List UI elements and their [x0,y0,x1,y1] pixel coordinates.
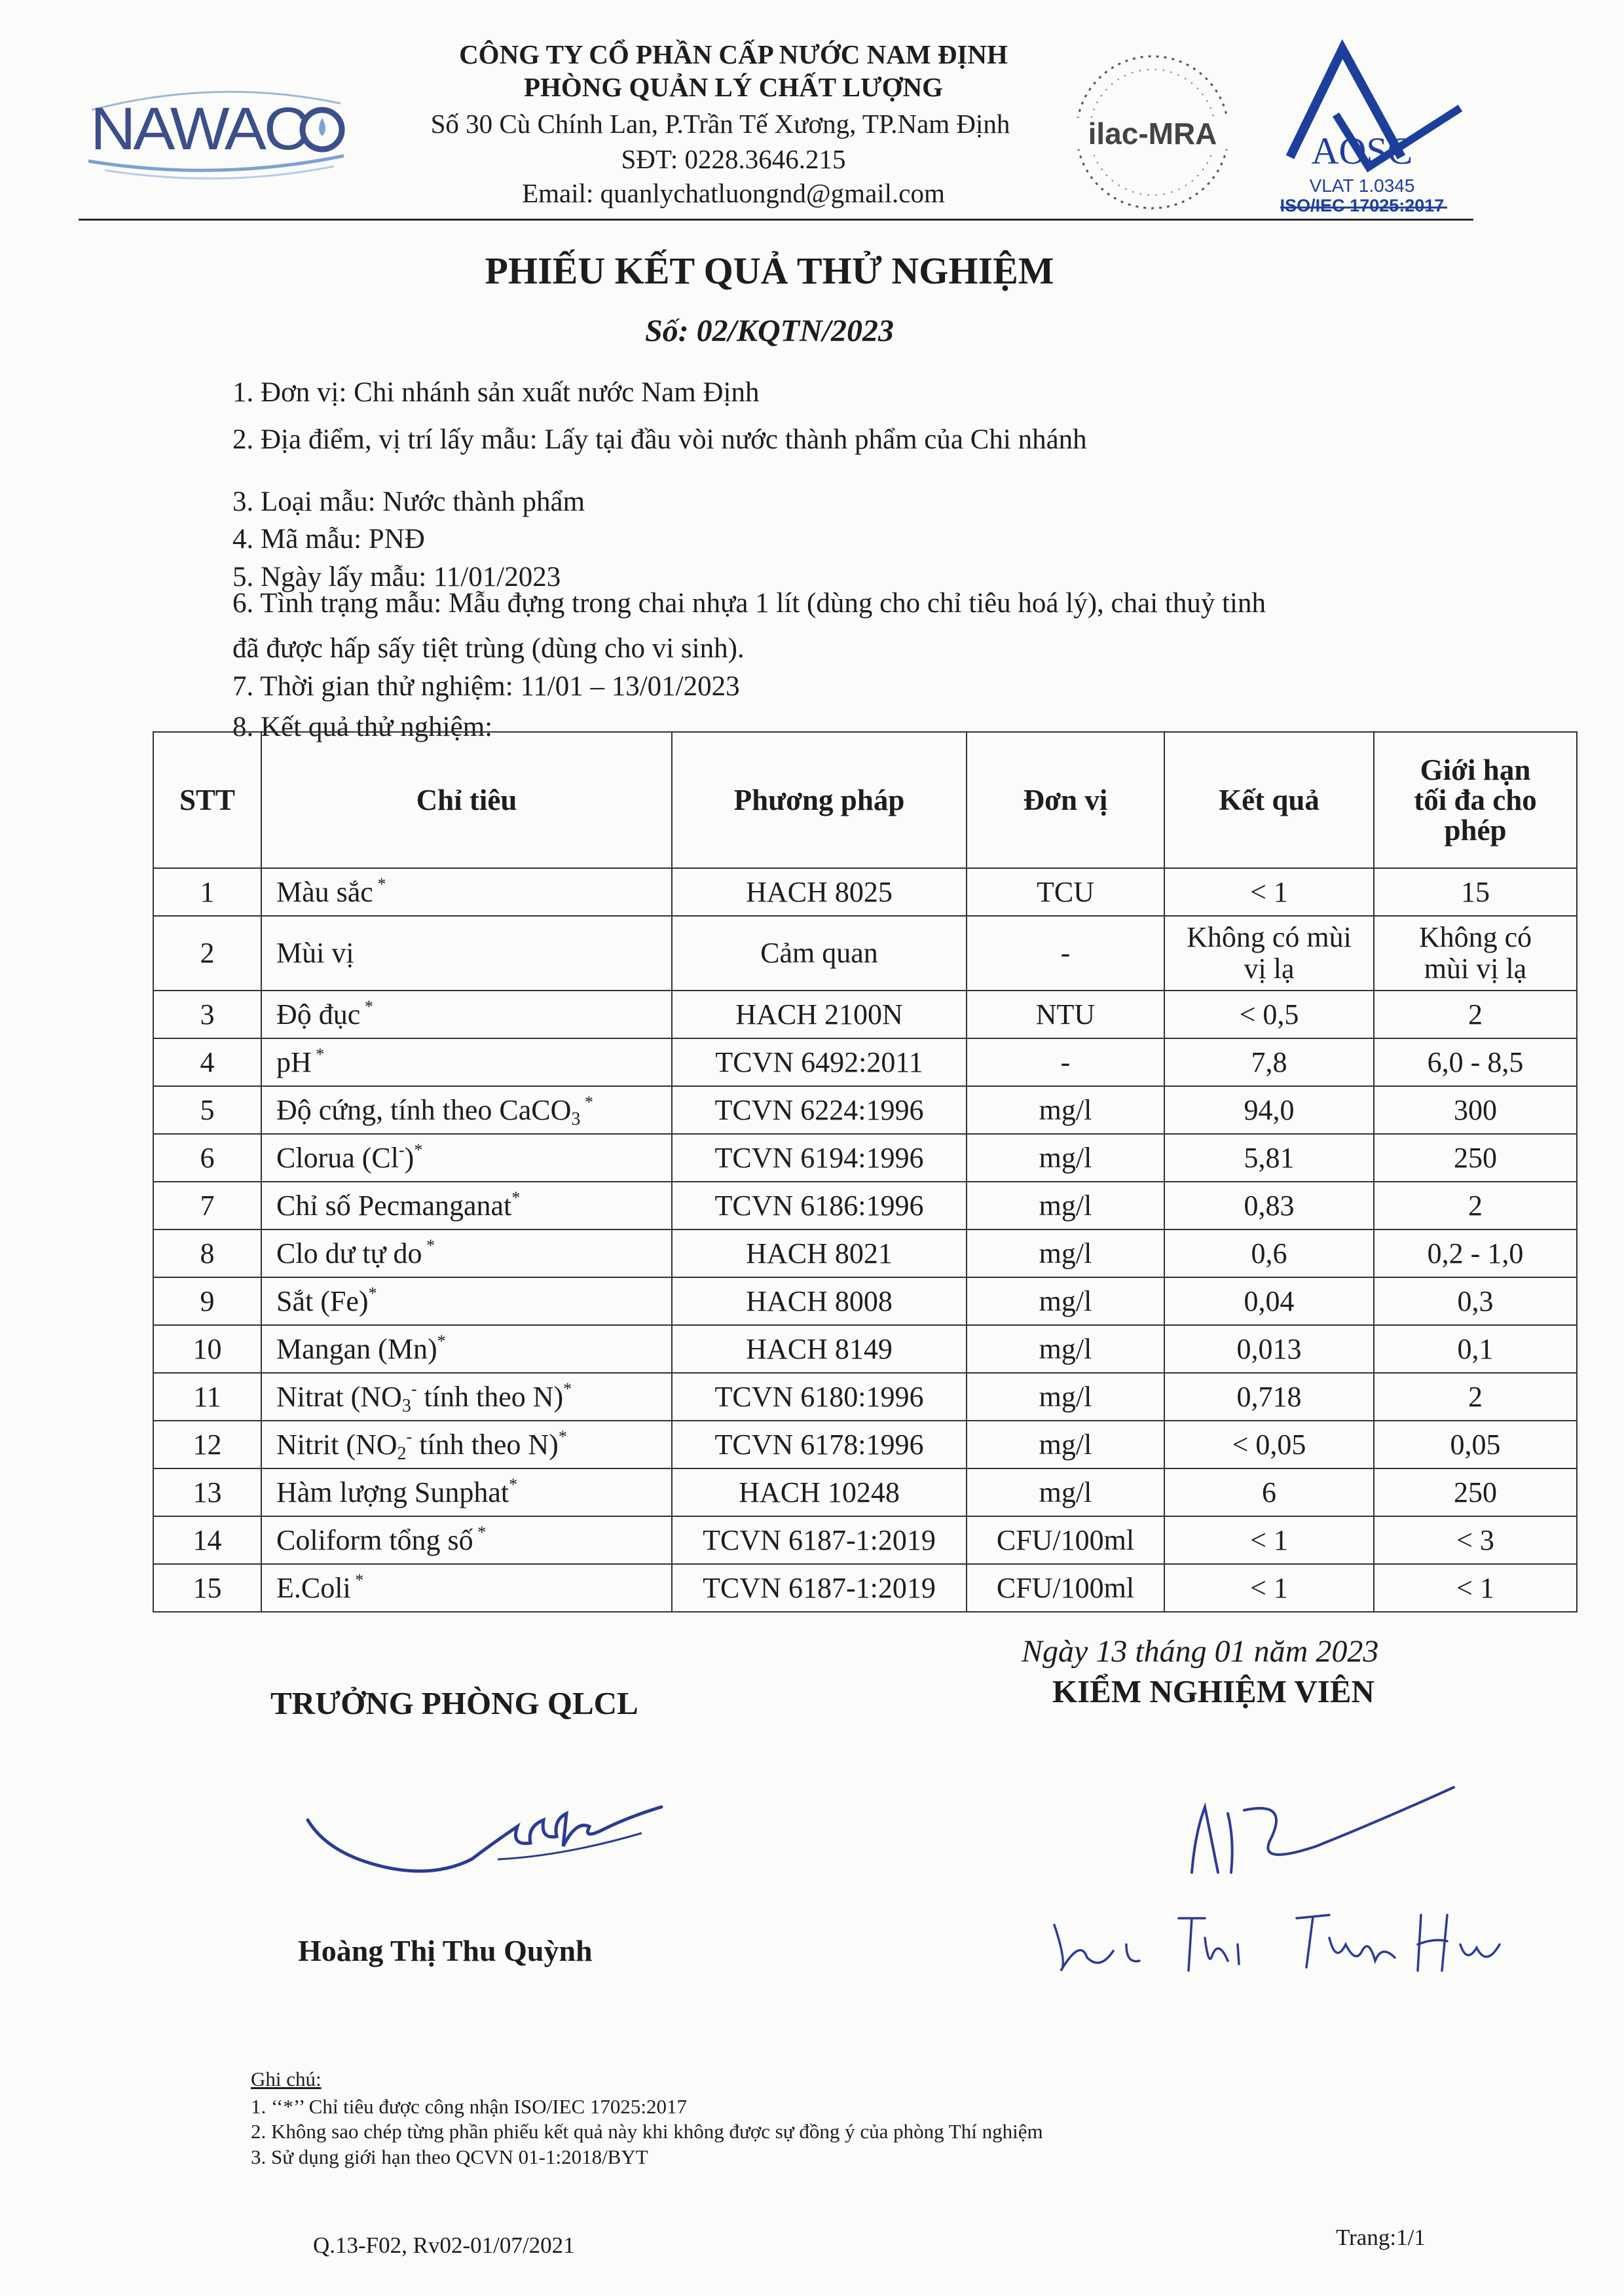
cell-param: Hàm lượng Sunphat* [261,1468,672,1516]
col-limit-line1: Giới hạn [1420,754,1531,786]
cell-method: TCVN 6224:1996 [672,1086,967,1134]
cell-unit: - [967,916,1164,991]
cell-limit: < 3 [1374,1516,1577,1564]
cell-method: HACH 8025 [672,868,967,916]
col-result: Kết quả [1164,732,1374,868]
right-signature [1166,1774,1467,1899]
cell-result: 0,6 [1164,1230,1374,1277]
table-row [153,1421,1577,1468]
table-row [153,1277,1577,1325]
note-2: 2. Không sao chép từng phần phiếu kết quả này khi không được sự đồng ý của phòng Thí nghiệm [251,2120,1043,2143]
table-row [153,1564,1577,1612]
cell-unit: NTU [967,991,1164,1038]
table-row [153,916,1577,991]
note-1: 1. ‘‘*’’ Chỉ tiêu được công nhận ISO/IEC 17025:2017 [251,2095,688,2118]
cell-stt: 9 [153,1277,261,1325]
document-number: Số: 02/KQTN/2023 [644,314,894,348]
cell-param: Mùi vị [261,916,672,991]
cell-stt: 6 [153,1134,261,1182]
cell-result: 94,0 [1164,1086,1374,1134]
ilac-logo-text: ilac-MRA [1088,117,1217,151]
cell-method: Cảm quan [672,916,967,991]
form-code: Q.13-F02, Rv02-01/07/2021 [313,2232,575,2258]
cell-param: Sắt (Fe)* [261,1277,672,1325]
cell-limit: 250 [1374,1468,1577,1516]
svg-text:NAWAC: NAWAC [90,96,307,162]
col-unit: Đơn vị [967,732,1164,868]
cell-unit: - [967,1038,1164,1086]
cell-method: TCVN 6186:1996 [672,1182,967,1230]
cell-method: TCVN 6492:2011 [672,1038,967,1086]
right-signer-role: KIỂM NGHIỆM VIÊN [1052,1673,1375,1709]
info-test-time: 7. Thời gian thử nghiệm: 11/01 – 13/01/2023 [232,671,740,702]
aosc-code: VLAT 1.0345 [1309,175,1415,196]
cell-limit: 0,1 [1374,1325,1577,1373]
col-param: Chỉ tiêu [261,732,672,868]
cell-stt: 11 [153,1373,261,1421]
header-divider [79,219,1473,221]
left-signer-name: Hoàng Thị Thu Quỳnh [298,1934,593,1967]
cell-result: Không có mùi vị lạ [1164,916,1374,991]
table-row [153,1134,1577,1182]
company-email: Email: quanlychatluongnd@gmail.com [522,178,945,208]
cell-unit: mg/l [967,1421,1164,1468]
cell-limit: 250 [1374,1134,1577,1182]
table-row [153,1373,1577,1421]
cell-method: HACH 8021 [672,1230,967,1277]
notes-heading: Ghi chú: [251,2068,322,2090]
cell-stt: 4 [153,1038,261,1086]
cell-stt: 2 [153,916,261,991]
cell-method: HACH 10248 [672,1468,967,1516]
cell-result: 0,718 [1164,1373,1374,1421]
cell-unit: mg/l [967,1182,1164,1230]
cell-stt: 3 [153,991,261,1038]
cell-param: Màu sắc * [261,868,672,916]
aosc-logo-text: AOSC [1311,130,1413,172]
cell-stt: 13 [153,1468,261,1516]
cell-param: Độ đục * [261,991,672,1038]
cell-param: Clorua (Cl-)* [261,1134,672,1182]
table-header-row [153,732,1577,868]
cell-result: < 1 [1164,868,1374,916]
col-method: Phương pháp [672,732,967,868]
cell-stt: 8 [153,1230,261,1277]
info-unit: 1. Đơn vị: Chi nhánh sản xuất nước Nam Định [232,377,760,408]
info-sample-condition: 6. Tình trạng mẫu: Mẫu đựng trong chai nhựa 1 lít (dùng cho chỉ tiêu hoá lý), chai thuỷ tinh [232,588,1266,619]
ilac-mra-logo [1067,47,1238,217]
cell-result: 0,04 [1164,1277,1374,1325]
cell-method: TCVN 6194:1996 [672,1134,967,1182]
aosc-iso: ISO/IEC 17025:2017 [1280,196,1445,215]
results-table [153,731,1578,1613]
cell-result: 5,81 [1164,1134,1374,1182]
cell-unit: mg/l [967,1230,1164,1277]
col-stt: STT [153,732,261,868]
cell-stt: 1 [153,868,261,916]
table-row [153,868,1577,916]
left-signature [301,1781,668,1892]
cell-stt: 14 [153,1516,261,1564]
cell-result: 0,83 [1164,1182,1374,1230]
cell-result: 0,013 [1164,1325,1374,1373]
company-address: Số 30 Cù Chính Lan, P.Trần Tế Xương, TP.Nam Định [430,109,1010,139]
table-row [153,1086,1577,1134]
company-name: CÔNG TY CỔ PHẦN CẤP NƯỚC NAM ĐỊNH [459,39,1008,69]
signing-date: Ngày 13 tháng 01 năm 2023 [1022,1634,1379,1669]
cell-unit: CFU/100ml [967,1564,1164,1612]
cell-param: Mangan (Mn)* [261,1325,672,1373]
page-number: Trang:1/1 [1336,2225,1426,2250]
company-phone: SĐT: 0228.3646.215 [621,144,846,174]
cell-stt: 5 [153,1086,261,1134]
col-limit-line2: tối đa cho [1414,784,1537,816]
document-title: PHIẾU KẾT QUẢ THỬ NGHIỆM [485,249,1054,292]
cell-result: < 1 [1164,1516,1374,1564]
cell-stt: 15 [153,1564,261,1612]
table-row [153,1516,1577,1564]
department-name: PHÒNG QUẢN LÝ CHẤT LƯỢNG [523,72,944,102]
note-3: 3. Sử dụng giới hạn theo QCVN 01-1:2018/BYT [251,2145,648,2168]
cell-method: HACH 2100N [672,991,967,1038]
info-sample-type: 3. Loại mẫu: Nước thành phẩm [232,486,585,517]
cell-param: E.Coli * [261,1564,672,1612]
info-sample-date: 5. Ngày lấy mẫu: 11/01/2023 [232,562,561,592]
table-row [153,1038,1577,1086]
cell-method: TCVN 6187-1:2019 [672,1564,967,1612]
col-limit [1374,732,1577,868]
cell-param: pH * [261,1038,672,1086]
cell-unit: mg/l [967,1373,1164,1421]
cell-param: Nitrit ($NO_2^-$ tính theo N)* [261,1421,672,1468]
cell-method: TCVN 6187-1:2019 [672,1516,967,1564]
cell-limit: 0,05 [1374,1421,1577,1468]
table-row [153,1468,1577,1516]
cell-unit: mg/l [967,1325,1164,1373]
info-sample-condition-cont: đã được hấp sấy tiệt trùng (dùng cho vi sinh). [232,633,745,664]
cell-unit: TCU [967,868,1164,916]
cell-stt: 10 [153,1325,261,1373]
cell-param: Nitrat ($NO_3^-$ tính theo N)* [261,1373,672,1421]
cell-limit: 2 [1374,991,1577,1038]
cell-param: Coliform tổng số * [261,1516,672,1564]
cell-result: < 1 [1164,1564,1374,1612]
cell-limit: < 1 [1374,1564,1577,1612]
right-handwritten-name [1041,1899,1513,1984]
cell-unit: CFU/100ml [967,1516,1164,1564]
left-signer-role: TRƯỞNG PHÒNG QLCL [270,1685,638,1721]
cell-unit: mg/l [967,1134,1164,1182]
info-sample-code: 4. Mã mẫu: PNĐ [232,524,425,555]
info-location: 2. Địa điểm, vị trí lấy mẫu: Lấy tại đầu vòi nước thành phẩm của Chi nhánh [232,424,1087,455]
cell-limit: 300 [1374,1086,1577,1134]
cell-method: TCVN 6180:1996 [672,1373,967,1421]
nawaco-logo [85,84,347,182]
cell-param: Chỉ số Pecmanganat* [261,1182,672,1230]
cell-result: 6 [1164,1468,1374,1516]
cell-method: HACH 8008 [672,1277,967,1325]
cell-stt: 7 [153,1182,261,1230]
cell-limit: 6,0 - 8,5 [1374,1038,1577,1086]
cell-limit: 0,2 - 1,0 [1374,1230,1577,1277]
table-row [153,1325,1577,1373]
cell-unit: mg/l [967,1468,1164,1516]
cell-result: < 0,05 [1164,1421,1374,1468]
cell-method: TCVN 6178:1996 [672,1421,967,1468]
info-results-heading: 8. Kết quả thử nghiệm: [232,712,493,742]
cell-unit: mg/l [967,1086,1164,1134]
cell-param: Độ cứng, tính theo CaCO$_3$ * [261,1086,672,1134]
cell-unit: mg/l [967,1277,1164,1325]
cell-stt: 12 [153,1421,261,1468]
cell-limit: 0,3 [1374,1277,1577,1325]
cell-result: < 0,5 [1164,991,1374,1038]
table-row [153,1182,1577,1230]
cell-limit: 2 [1374,1373,1577,1421]
table-row [153,991,1577,1038]
cell-limit: 2 [1374,1182,1577,1230]
col-limit-line3: phép [1444,814,1507,847]
cell-method: HACH 8149 [672,1325,967,1373]
cell-limit: Không có mùi vị lạ [1374,916,1577,991]
aosc-logo [1238,36,1473,226]
cell-result: 7,8 [1164,1038,1374,1086]
cell-limit: 15 [1374,868,1577,916]
table-row [153,1230,1577,1277]
cell-param: Clo dư tự do * [261,1230,672,1277]
